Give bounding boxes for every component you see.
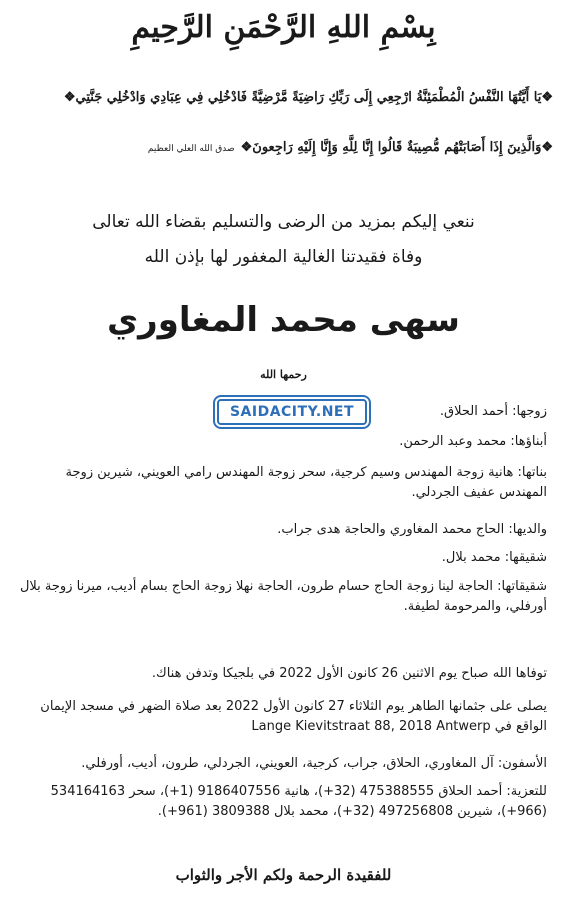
announcement-line-2: وفاة فقيدتنا الغالية المغفور لها بإذن الله xyxy=(144,247,423,267)
announcement-line-1: ننعي إليكم بمزيد من الرضى والتسليم بقضاء الله تعالى xyxy=(92,212,475,232)
sisters-line: شقيقاتها: الحاجة لينا زوجة الحاج حسام طرون، الحاجة نهلا زوجة الحاج بسام أديب، ميرنا زوجة بلال أورفلي، والمرحومة لطيفة. xyxy=(19,579,547,615)
rahimaha-text: رحمها الله xyxy=(260,368,307,381)
sons-line: أبناؤها: محمد وعبد الرحمن. xyxy=(399,434,547,449)
daughters-line: بناتها: هانية زوجة المهندس وسيم كرجية، سحر زوجة المهندس رامي العويني، شيرين زوجة المهندس عفيف الجردلي. xyxy=(65,465,547,501)
families-line: الأسفون: آل المغاوري، الحلاق، جراب، كرجية، العويني، الجردلي، طرون، أديب، أورفلي. xyxy=(81,756,547,771)
prayer-details xyxy=(14,697,547,737)
quran-verse-2-text: ❖وَالَّذِينَ إِذَا أَصَابَتْهُم مُّصِيبَةٌ قَالُوا إِنَّا لِلَّهِ وَإِنَّا إِلَيْهِ رَاجِعونَ❖ xyxy=(240,140,553,155)
death-details: توفاها الله صباح يوم الاثنين 26 كانون الأول 2022 في بلجيكا وتدفن هناك. xyxy=(151,666,547,681)
quran-verse-2 xyxy=(14,140,553,155)
quran-verse-1: ❖يَا أَيَّتُهَا النَّفْسُ الْمُطْمَئِنَّةُ ارْجِعِي إِلَى رَبِّكِ رَاضِيَةً مَّرْضِيَّةً فَادْخُلِي فِي عِبَادِي وَادْخُلِي جَنَّتِي❖ xyxy=(63,90,553,105)
parents-line: والديها: الحاج محمد المغاوري والحاجة هدى جراب. xyxy=(277,522,547,537)
husband-line: زوجها: أحمد الحلاق. xyxy=(439,404,547,419)
prayer-text: يصلى على جثمانها الطاهر يوم الثلاثاء 27 كانون الأول 2022 بعد صلاة الضهر في مسجد الإيمان الواقع في xyxy=(40,699,547,735)
saidacity-watermark: SAIDACITY.NET xyxy=(217,399,367,425)
deceased-name: سهى محمد المغاوري xyxy=(107,300,460,340)
brother-line: شقيقها: محمد بلال. xyxy=(441,550,547,565)
prayer-address: Lange Kievitstraat 88, 2018 Antwerp xyxy=(251,719,491,735)
condolence-line: للتعزية: أحمد الحلاق 475388555 (32+)، هانية 9186407556 (1+)، سحر 534164163 (966+)، شيرين 497256808 (32+)، محمد بلال 3809388 (961+). xyxy=(50,784,547,820)
basmala-heading: بِسْمِ اللهِ الرَّحْمَنِ الرَّحِيمِ xyxy=(131,10,436,45)
quran-verse-2-suffix: صدق الله العلي العظيم xyxy=(147,144,235,154)
closing-line: للفقيدة الرحمة ولكم الأجر والثواب xyxy=(175,866,392,884)
